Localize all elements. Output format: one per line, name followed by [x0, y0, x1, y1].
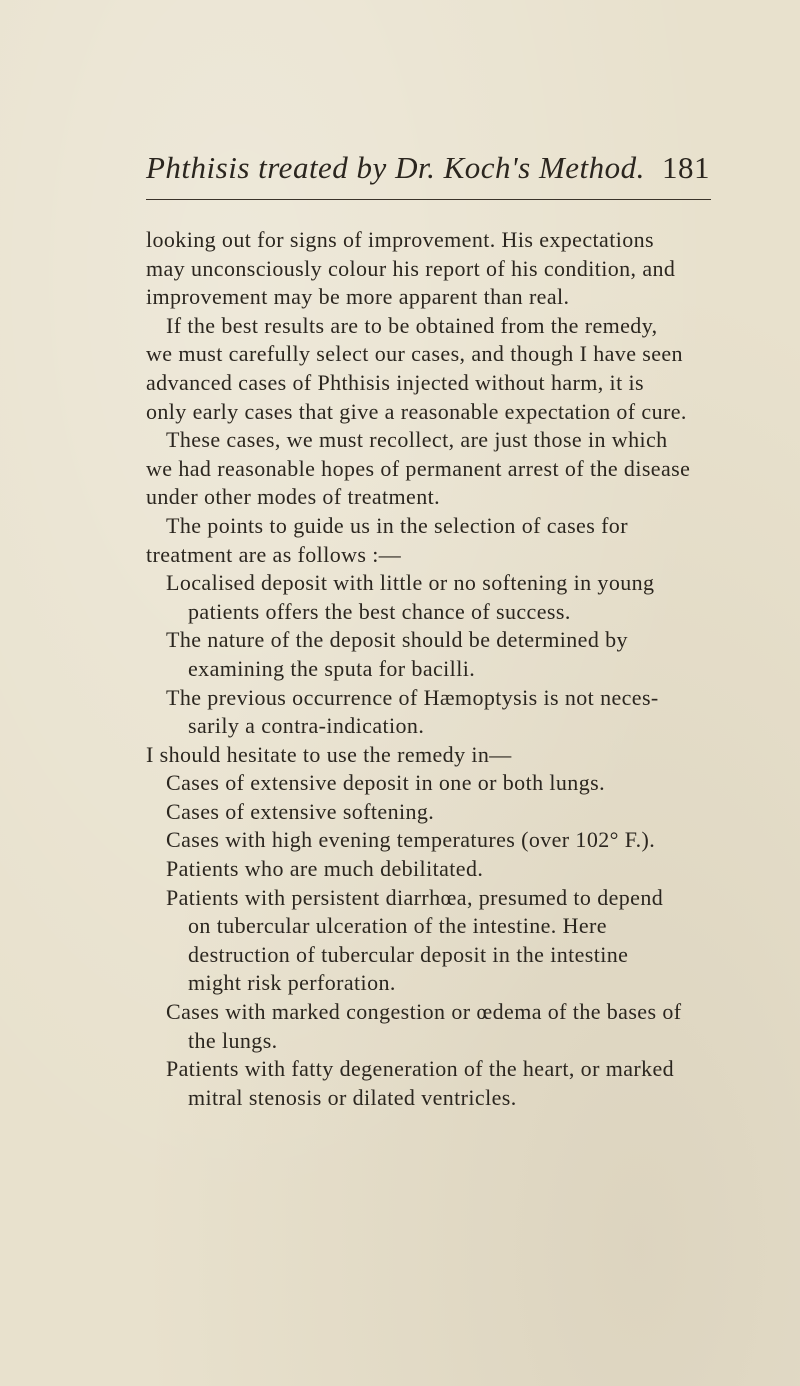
text-line: treatment are as follows :—	[146, 541, 402, 567]
running-title: Phthisis treated by Dr. Koch's Method.	[146, 150, 645, 185]
text-line: examining the sputa for bacilli.	[188, 655, 476, 681]
text-line: The nature of the deposit should be determined by	[166, 627, 628, 653]
text-line: I should hesitate to use the remedy in—	[146, 741, 512, 767]
text-line: Patients with persistent diarrhœa, presumed to depend	[166, 884, 664, 910]
text-line: Cases of extensive softening.	[166, 798, 435, 824]
header-rule	[146, 199, 711, 200]
text-line: If the best results are to be obtained from the remedy,	[166, 312, 658, 338]
text-line: sarily a contra-indication.	[188, 713, 425, 739]
text-line: Cases of extensive deposit in one or both lungs.	[166, 770, 605, 796]
text-line: looking out for signs of improvement. His expectations	[146, 227, 654, 252]
text-line: Cases with high evening temperatures (over 102° F.).	[166, 827, 656, 853]
text-line: Patients with fatty degeneration of the heart, or marked	[166, 1056, 675, 1082]
text-line: might risk perforation.	[188, 970, 396, 996]
page-number: 181	[662, 150, 710, 185]
text-line: destruction of tubercular deposit in the intestine	[188, 941, 629, 967]
text-line: The points to guide us in the selection of cases for	[166, 512, 628, 538]
text-line: we must carefully select our cases, and though I have seen	[146, 341, 683, 367]
running-head	[146, 150, 710, 190]
text-line: patients offers the best chance of success.	[188, 598, 571, 624]
text-line: on tubercular ulceration of the intestine. Here	[188, 913, 607, 939]
text-line: The previous occurrence of Hæmoptysis is not neces-	[166, 684, 659, 710]
text-line: under other modes of treatment.	[146, 484, 441, 510]
text-line: advanced cases of Phthisis injected without harm, it is	[146, 369, 644, 395]
text-line: Cases with marked congestion or œdema of the bases of	[166, 999, 682, 1025]
text-line: the lungs.	[188, 1027, 278, 1053]
text-line: improvement may be more apparent than real.	[146, 284, 570, 310]
text-line: mitral stenosis or dilated ventricles.	[188, 1084, 517, 1110]
text-line: Patients who are much debilitated.	[166, 856, 484, 882]
text-line: Localised deposit with little or no softening in young	[166, 570, 655, 596]
text-line: These cases, we must recollect, are just those in which	[166, 427, 668, 453]
text-line: only early cases that give a reasonable expectation of cure.	[146, 398, 687, 424]
body-text	[146, 226, 716, 1112]
text-line: we had reasonable hopes of permanent arrest of the disease	[146, 455, 691, 481]
text-line: may unconsciously colour his report of his condition, and	[146, 255, 676, 281]
